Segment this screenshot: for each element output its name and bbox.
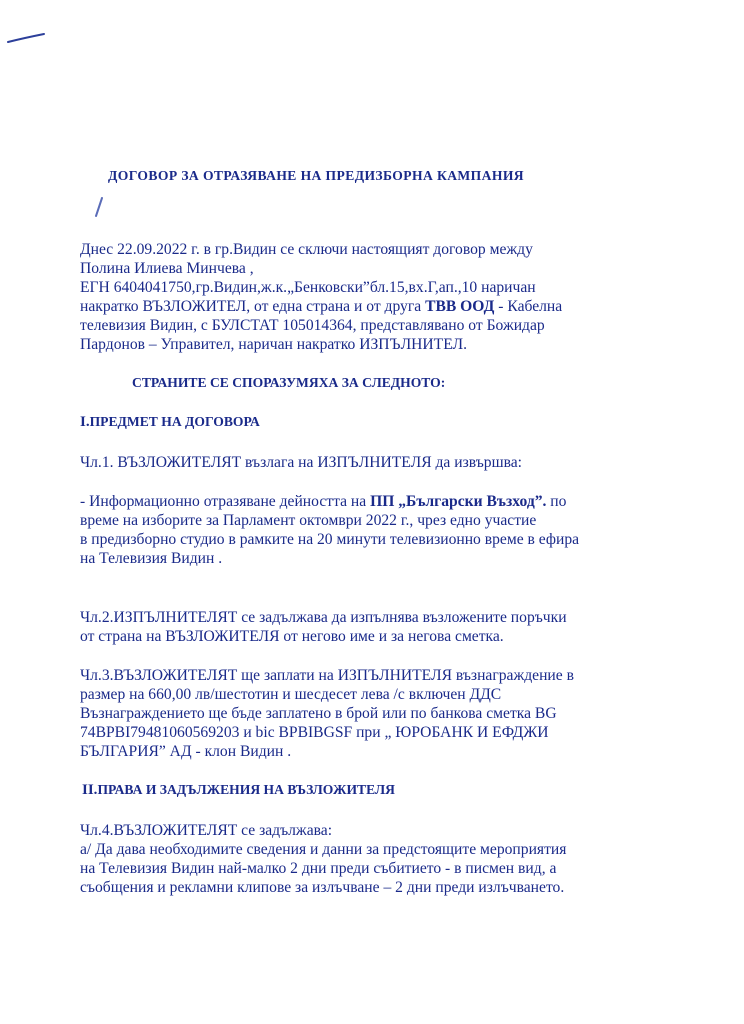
pen-stroke-mark xyxy=(6,32,46,44)
section-1-heading xyxy=(80,414,260,431)
article-4-line-2: а/ Да дава необходимите сведения и данни за предстоящите мероприятия xyxy=(80,841,567,858)
intro-line-5: телевизия Видин, с БУЛСТАТ 105014364, представлявано от Божидар xyxy=(80,317,545,334)
article-3-line-2: размер на 660,00 лв/шестотин и шесдесет лева /с включен ДДС xyxy=(80,686,502,703)
article-3-line-4: 74BPBI79481060569203 и bic BPBIBGSF при „ ЮРОБАНК И ЕФДЖИ xyxy=(80,724,549,741)
pen-tick-mark xyxy=(92,196,106,218)
document-title: ДОГОВОР ЗА ОТРАЗЯВАНЕ НА ПРЕДИЗБОРНА КАМПАНИЯ xyxy=(108,168,525,183)
article-3-line-5: БЪЛГАРИЯ” АД - клон Видин . xyxy=(80,743,292,760)
article-3-line-3: Възнаграждението ще бъде заплатено в брой или по банкова сметка BG xyxy=(80,705,557,722)
article-1-line-4: на Телевизия Видин . xyxy=(80,550,223,567)
article-2-line-1: Чл.2.ИЗПЪЛНИТЕЛЯТ се задължава да изпълнява възложените поръчки xyxy=(80,609,567,626)
party-name: ПП „Български Възход”. xyxy=(370,493,547,510)
article-1-line-1 xyxy=(80,492,566,511)
article-1-line-2: време на изборите за Парламент октомври 2022 г., чрез едно участие xyxy=(80,512,537,529)
article-1-line-3: в предизборно студио в рамките на 20 минути телевизионно време в ефира xyxy=(80,531,580,548)
intro-line-2: Полина Илиева Минчева , xyxy=(80,260,254,277)
intro-line-6: Пардонов – Управител, наричан накратко ИЗПЪЛНИТЕЛ. xyxy=(80,336,467,353)
section-2-title: ПРАВА И ЗАДЪЛЖЕНИЯ НА ВЪЗЛОЖИТЕЛЯ xyxy=(97,782,395,797)
section-1-number: I. xyxy=(80,414,90,430)
article-4-line-3: на Телевизия Видин най-малко 2 дни преди събитието - в писмен вид, а xyxy=(80,860,557,877)
intro-line-4-start: накратко ВЪЗЛОЖИТЕЛ, от една страна и от друга xyxy=(80,298,426,315)
article-4-line-4: съобщения и рекламни клипове за излъчване – 2 дни преди излъчването. xyxy=(80,879,565,896)
section-1-title: ПРЕДМЕТ НА ДОГОВОРА xyxy=(89,414,260,429)
intro-line-1: Днес 22.09.2022 г. в гр.Видин се сключи настоящият договор между xyxy=(80,241,533,258)
intro-line-4-end: - Кабелна xyxy=(494,298,563,315)
intro-line-3: ЕГН 6404041750,гр.Видин,ж.к.„Бенковски”бл.15,вх.Г,ап.,10 наричан xyxy=(80,279,536,296)
article-4-line-1: Чл.4.ВЪЗЛОЖИТЕЛЯТ се задължава: xyxy=(80,822,333,839)
article-1-line-1-start: - Информационно отразяване дейността на xyxy=(80,493,371,510)
article-1-line-1-end: по xyxy=(546,493,567,510)
section-2-number: II. xyxy=(82,782,98,798)
article-2-line-2: от страна на ВЪЗЛОЖИТЕЛЯ от негово име и за негова сметка. xyxy=(80,628,504,645)
intro-line-4 xyxy=(80,297,562,316)
contractor-name: ТВВ ООД xyxy=(425,298,495,315)
article-1: Чл.1. ВЪЗЛОЖИТЕЛЯТ възлага на ИЗПЪЛНИТЕЛЯ да извършва: xyxy=(80,454,522,471)
section-2-heading xyxy=(82,782,395,799)
agreed-heading: СТРАНИТЕ СЕ СПОРАЗУМЯХА ЗА СЛЕДНОТО: xyxy=(132,375,446,390)
article-3-line-1: Чл.3.ВЪЗЛОЖИТЕЛЯТ ще заплати на ИЗПЪЛНИТЕЛЯ възнаграждение в xyxy=(80,667,574,684)
